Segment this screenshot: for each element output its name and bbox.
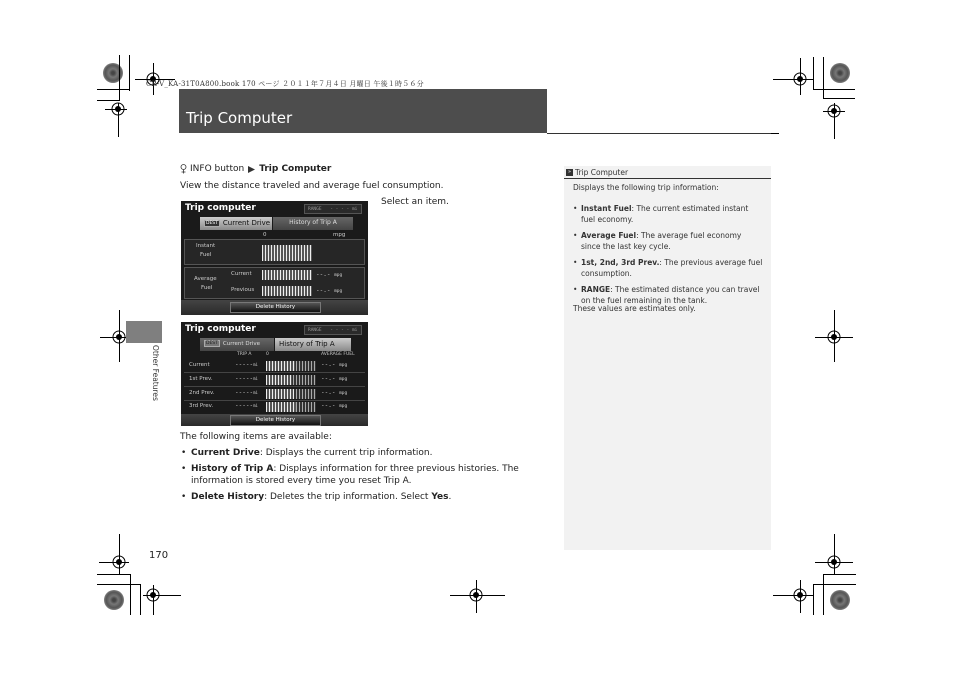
- crop-line: [823, 574, 824, 615]
- crop-line: [130, 574, 131, 615]
- row-distance: -----mi: [235, 361, 258, 368]
- row-label: Current: [189, 362, 210, 368]
- previous-value: --.- mpg: [316, 287, 343, 294]
- crop-line: [823, 57, 824, 99]
- col-zero: 0: [266, 352, 269, 357]
- crop-line: [140, 584, 141, 615]
- items-intro: The following items are available:: [180, 432, 332, 442]
- range-label: RANGE: [308, 328, 322, 333]
- sidebar-intro: Displays the following trip information:: [573, 183, 719, 192]
- row-bar: [266, 361, 316, 371]
- breadcrumb: [180, 164, 331, 174]
- row-bar: [266, 375, 316, 385]
- tab-label: Current Drive: [222, 219, 271, 227]
- current-label: Current: [231, 271, 252, 277]
- instant-fuel-panel: [184, 239, 365, 265]
- row-bar: [266, 402, 316, 412]
- registration-disc-icon: [830, 63, 850, 83]
- row-value: --.- mpg: [321, 389, 348, 396]
- registration-mark-icon: [109, 100, 127, 118]
- tab-label: History of Trip A: [279, 340, 335, 348]
- registration-mark-icon: [825, 328, 843, 346]
- registration-mark-icon: [467, 586, 485, 604]
- tab-current-drive[interactable]: [200, 217, 272, 230]
- dest-icon: DEST: [206, 341, 218, 346]
- section-tab: [126, 321, 162, 343]
- crop-line: [97, 574, 130, 575]
- row-value: --.- mpg: [321, 402, 348, 409]
- sidebar-heading-text: Trip Computer: [575, 167, 629, 177]
- crop-line: [119, 55, 120, 101]
- list-item: • RANGE: The estimated distance you can travel on the fuel remaining in the tank.: [573, 284, 768, 306]
- average-fuel-panel: [184, 267, 365, 299]
- current-bar: [262, 270, 312, 280]
- previous-bar: [262, 286, 312, 296]
- range-display: [304, 325, 362, 335]
- row-label: 3rd Prev.: [189, 403, 214, 409]
- instant-fuel-label: Instant: [196, 243, 216, 249]
- registration-mark-icon: [144, 586, 162, 604]
- tab-label: Current Drive: [222, 341, 260, 347]
- history-row: [184, 387, 365, 401]
- list-item: • Average Fuel: The average fuel economy since the last key cycle.: [573, 230, 768, 252]
- instant-fuel-label: Fuel: [200, 252, 212, 258]
- dest-icon: DEST: [206, 220, 218, 226]
- reference-icon: »: [567, 168, 572, 175]
- breadcrumb-step: INFO button: [190, 164, 245, 174]
- registration-disc-icon: [104, 590, 124, 610]
- screen-title: Trip computer: [185, 203, 256, 213]
- registration-mark-icon: [791, 70, 809, 88]
- registration-mark-icon: [791, 586, 809, 604]
- instant-fuel-bar: [262, 245, 312, 261]
- range-display: [304, 204, 362, 214]
- range-value: - - - - mi: [330, 207, 358, 212]
- col-average-fuel: AVERAGE FUEL: [321, 352, 355, 357]
- registration-disc-icon: [830, 590, 850, 610]
- history-row: [184, 359, 365, 373]
- previous-label: Previous: [231, 287, 255, 293]
- list-item: • Current Drive: Displays the current trip information.: [180, 447, 520, 459]
- scale-zero: 0: [263, 232, 267, 238]
- sidebar-list: [573, 203, 768, 311]
- registration-mark-icon: [825, 102, 843, 120]
- average-fuel-label: Average: [194, 276, 217, 282]
- screen-title: Trip computer: [185, 324, 256, 334]
- col-trip-a: TRIP A: [237, 352, 252, 357]
- intro-text: View the distance traveled and average fuel consumption.: [180, 181, 444, 191]
- row-value: --.- mpg: [321, 361, 348, 368]
- page-title-bar: [179, 89, 547, 133]
- print-file-line: CR-V_KA-31T0A800.book 170 ページ ２０１１年７月４日 月曜日 午後１時５６分: [146, 80, 424, 88]
- row-label: 1st Prev.: [189, 376, 213, 382]
- average-fuel-label: Fuel: [201, 285, 213, 291]
- scale-unit: mpg: [333, 232, 346, 238]
- title-rule: [547, 133, 771, 134]
- row-distance: -----mi: [235, 389, 258, 396]
- registration-mark-icon: [110, 553, 128, 571]
- list-item: • Delete History: Deletes the trip information. Select Yes.: [180, 491, 520, 503]
- range-value: - - - - mi: [330, 328, 358, 333]
- sidebar-note-text: These values are estimates only.: [573, 304, 696, 313]
- registration-disc-icon: [103, 63, 123, 83]
- tab-current-drive[interactable]: [200, 338, 274, 351]
- screen-history-trip-a: [181, 322, 368, 426]
- triangle-right-icon: [247, 165, 256, 174]
- row-label: 2nd Prev.: [189, 390, 215, 396]
- row-distance: -----mi: [235, 375, 258, 382]
- list-item: • History of Trip A: Displays information for three previous histories. The information is stored every time you reset Trip A.: [180, 463, 520, 487]
- crop-line: [97, 89, 130, 90]
- crop-line: [823, 98, 855, 99]
- sidebar-note: [564, 166, 771, 550]
- crop-line: [813, 89, 855, 90]
- range-label: RANGE: [308, 207, 322, 212]
- page-number: 170: [149, 550, 169, 561]
- crop-line: [813, 57, 814, 90]
- list-item: • Instant Fuel: The current estimated instant fuel economy.: [573, 203, 768, 225]
- registration-mark-icon: [825, 553, 843, 571]
- crop-line: [813, 584, 856, 585]
- section-label: Other Features: [151, 345, 160, 401]
- delete-history-button[interactable]: Delete History: [230, 415, 321, 426]
- row-value: --.- mpg: [321, 375, 348, 382]
- voice-button-icon: [180, 164, 187, 174]
- tab-history-trip-a[interactable]: [275, 338, 351, 351]
- select-hint: Select an item.: [381, 197, 449, 207]
- history-row: [184, 401, 365, 413]
- sidebar-heading: [564, 166, 771, 179]
- page-title: Trip Computer: [186, 109, 293, 127]
- row-bar: [266, 389, 316, 399]
- items-list: [180, 447, 520, 507]
- crop-line: [823, 574, 856, 575]
- crop-line: [129, 55, 130, 91]
- delete-history-button[interactable]: Delete History: [230, 302, 321, 313]
- screen-current-drive: [181, 201, 368, 315]
- crop-line: [771, 133, 779, 134]
- list-item: • 1st, 2nd, 3rd Prev.: The previous average fuel consumption.: [573, 257, 768, 279]
- tab-label: History of Trip A: [289, 219, 337, 226]
- crop-line: [97, 584, 140, 585]
- breadcrumb-step: Trip Computer: [259, 164, 332, 174]
- current-value: --.- mpg: [316, 271, 343, 278]
- history-row: [184, 373, 365, 387]
- row-distance: -----mi: [235, 402, 258, 409]
- crop-line: [813, 584, 814, 615]
- tab-history-trip-a[interactable]: [273, 217, 353, 230]
